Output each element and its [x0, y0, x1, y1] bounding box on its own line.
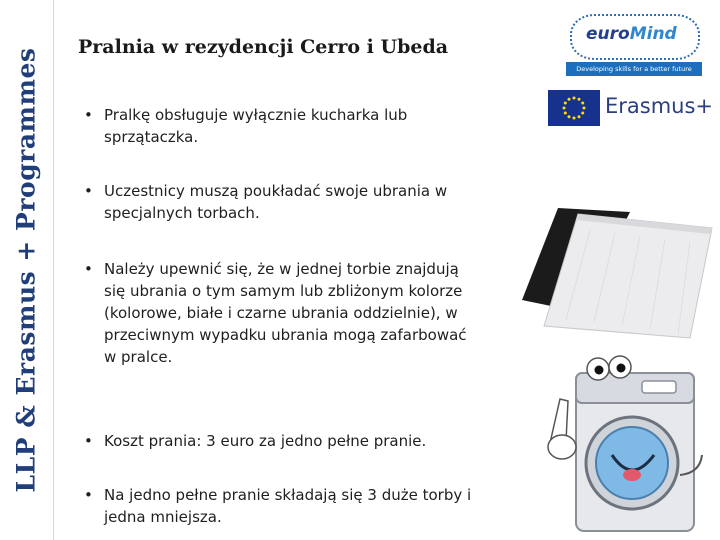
sidebar [0, 0, 52, 540]
washing-machine-illustration [532, 355, 707, 535]
euromind-tagline: Developing skills for a better future [566, 62, 702, 76]
erasmus-logo [548, 90, 714, 130]
euromind-wordmark [586, 24, 677, 44]
slide-title: Pralnia w rezydencji Cerro i Ubeda [78, 36, 449, 58]
sidebar-divider [53, 0, 54, 540]
eu-flag-icon [548, 90, 600, 126]
euromind-logo [566, 14, 702, 78]
erasmus-wordmark: Erasmus+ [605, 94, 714, 118]
sidebar-programme-label: LLP & Erasmus + Programmes [11, 47, 41, 493]
laundry-bags-illustration [520, 200, 715, 340]
euromind-suffix: Mind [629, 24, 677, 44]
bullet-item: • Należy upewnić się, że w jednej torbie znajdują się ubrania o tym samym lub zbliżonym kolorze (kolorowe, białe i czarne ubrania oddzielnie), w przeciwnym wypadku ubrania mogą zafarbować w pralce. [82, 258, 482, 368]
euromind-prefix: euro [586, 24, 630, 44]
bullet-item: • Pralkę obsługuje wyłącznie kucharka lub sprzątaczka. [82, 104, 482, 148]
bullet-item: • Uczestnicy muszą poukładać swoje ubrania w specjalnych torbach. [82, 180, 482, 224]
bullet-item: • Na jedno pełne pranie składają się 3 duże torby i jedna mniejsza. [82, 484, 482, 528]
bullet-item: • Koszt prania: 3 euro za jedno pełne pranie. [82, 430, 482, 452]
